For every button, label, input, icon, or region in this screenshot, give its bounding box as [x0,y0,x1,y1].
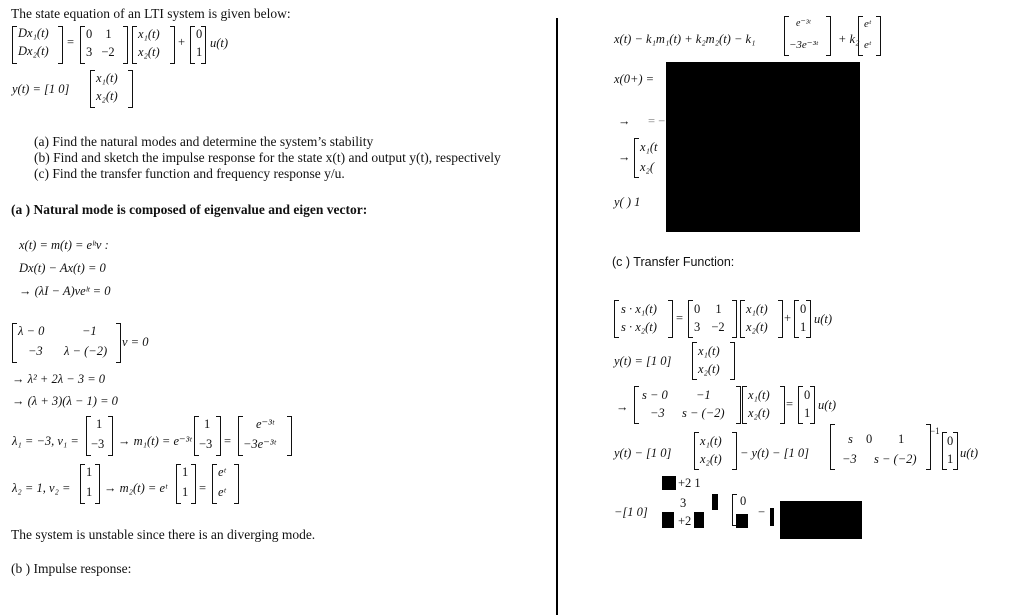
heading-impulse-response: (b ) Impulse response: [11,561,132,576]
char-poly-1: → λ² + 2λ − 3 = 0 [12,372,106,386]
redacted-block-1 [666,62,860,232]
char-poly-2: → (λ + 3)(λ − 1) = 0 [12,394,118,408]
natural-eq-1: x(t) = m(t) = eˡᵗv : [19,238,109,252]
task-b: (b) Find and sketch the impulse response for the state x(t) and output y(t), respectively [34,150,501,165]
problem-intro: The state equation of an LTI system is given below: [11,6,291,21]
arrow-row: → [618,114,631,128]
stability-conclusion: The system is unstable since there is an diverging mode. [11,527,316,542]
task-c: (c) Find the transfer function and frequency response y/u. [34,166,345,181]
arrow-row-2: → [618,150,631,164]
redacted-block-2 [780,501,862,539]
heading-transfer-function: (c ) Transfer Function: [612,255,735,269]
output-partial: y( ) 1 [614,195,641,209]
page-divider [556,18,558,615]
natural-eq-3: → (λI − A)veˡᵗ = 0 [19,284,111,298]
heading-natural-mode: (a ) Natural mode is composed of eigenvalue and eigen vector: [11,202,368,217]
task-a: (a) Find the natural modes and determine the system’s stability [34,134,374,149]
initial-condition-label: x(0+) = [614,72,655,86]
natural-eq-2: Dx(t) − Ax(t) = 0 [19,261,106,275]
